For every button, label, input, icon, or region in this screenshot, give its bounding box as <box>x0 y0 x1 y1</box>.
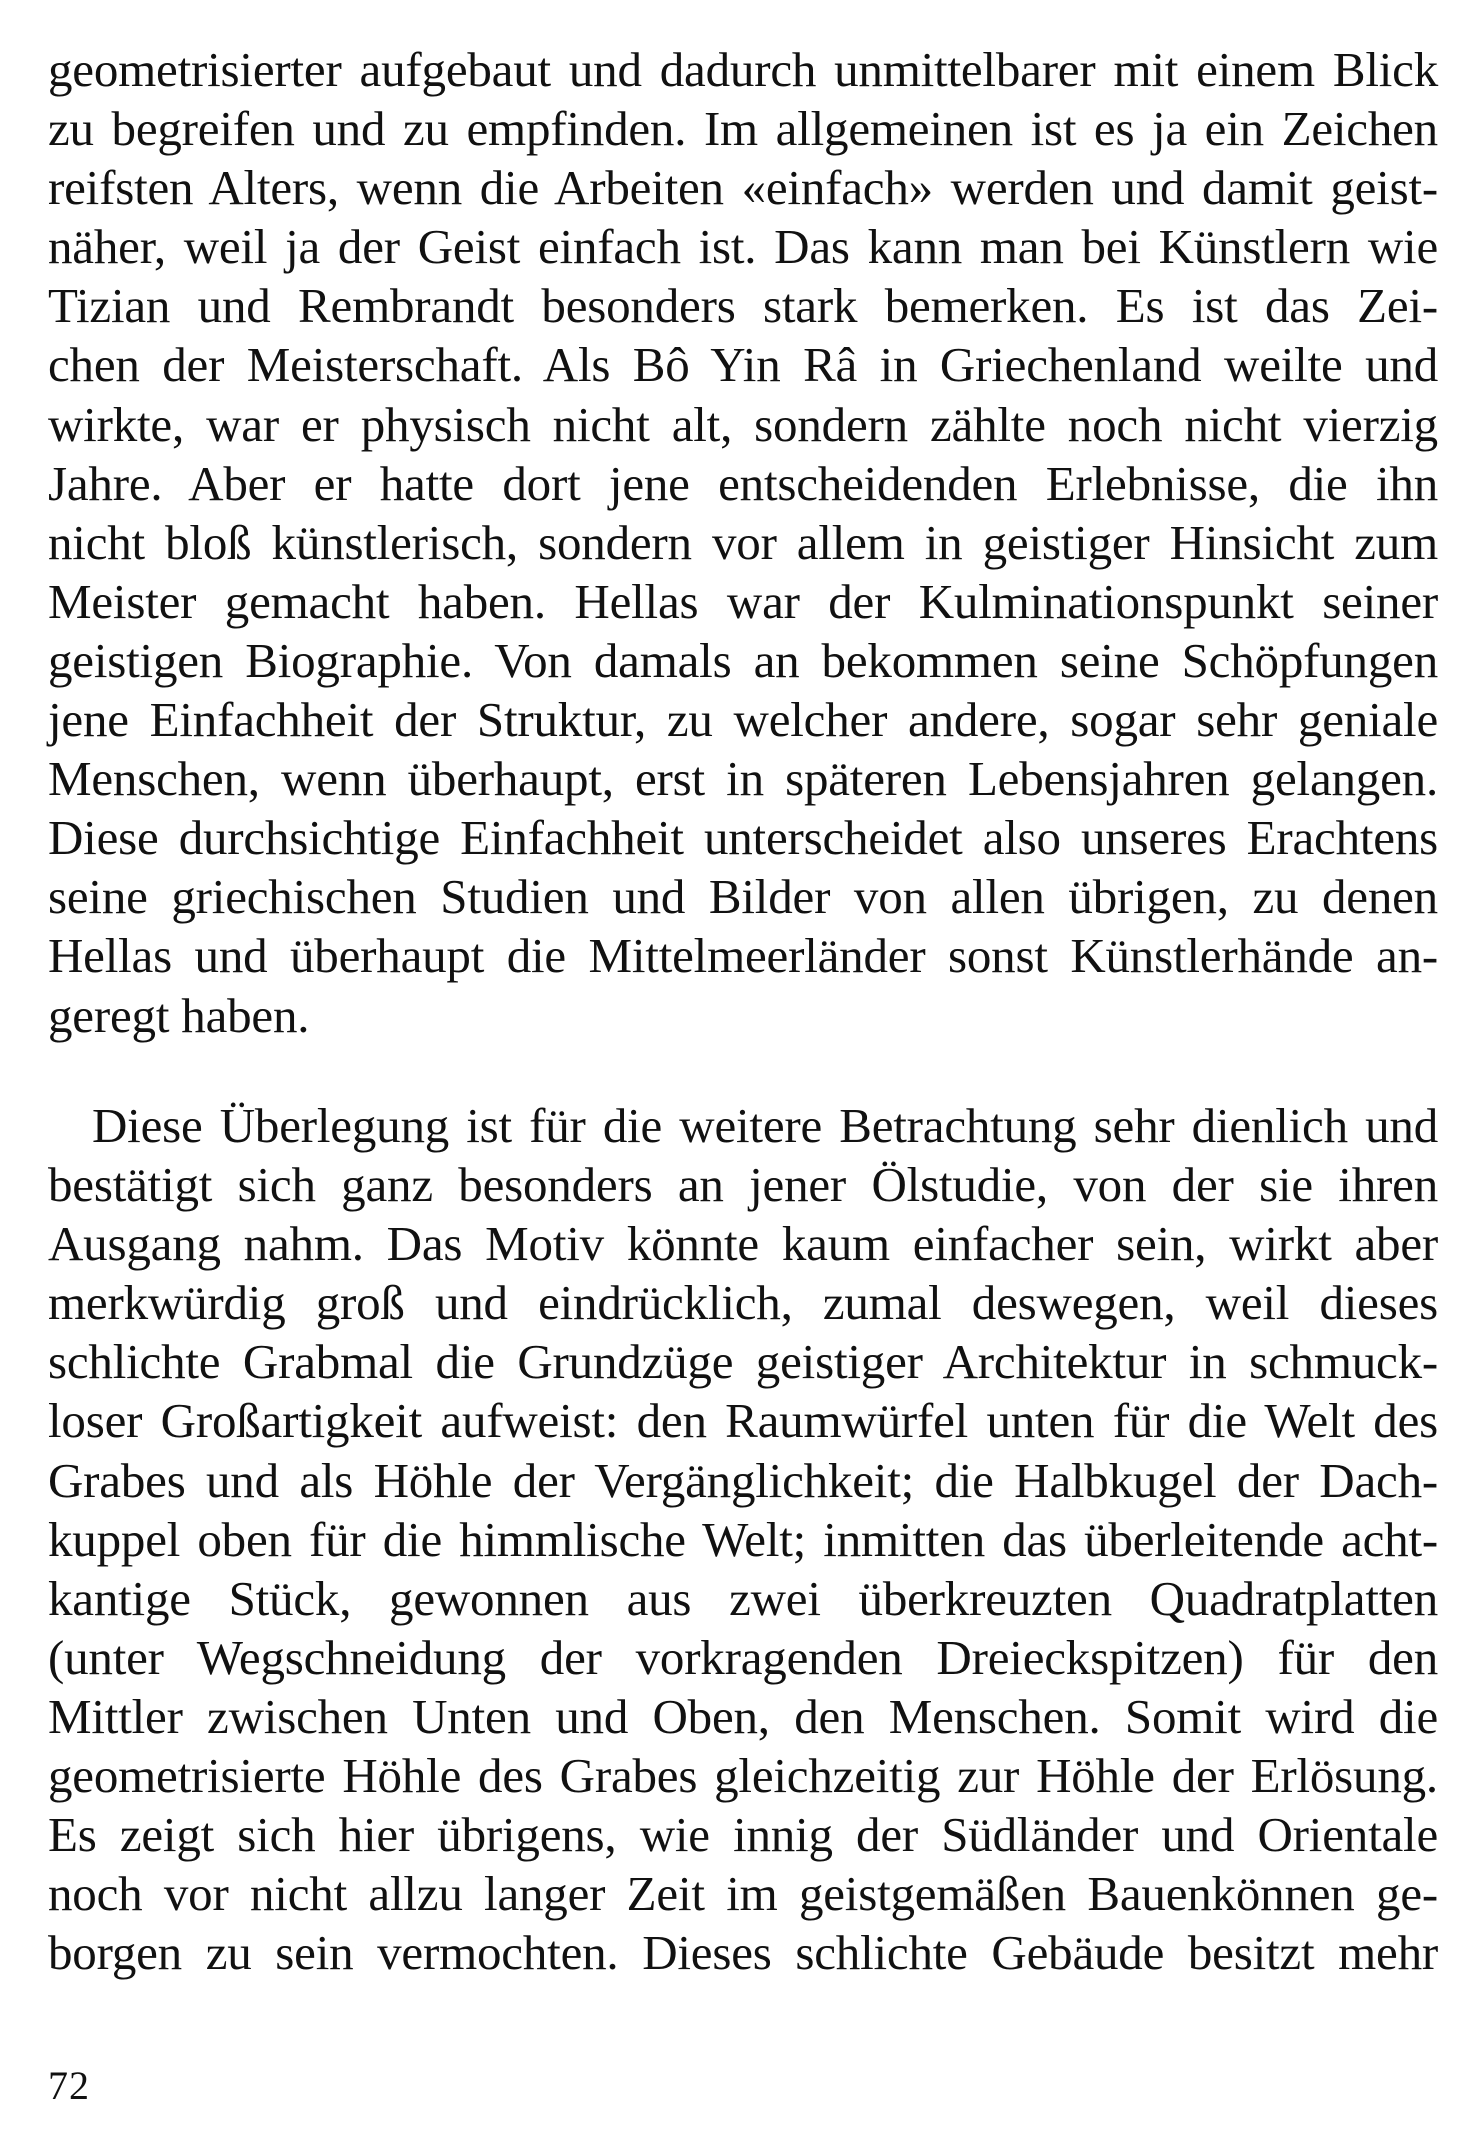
text-line: Tizian und Rembrandt besonders stark bemerken. Es ist das Zei- <box>48 278 1438 334</box>
text-line: loser Großartigkeit aufweist: den Raumwürfel unten für die Welt des <box>48 1393 1438 1449</box>
paragraph-2 <box>48 1096 1438 1982</box>
text-line: borgen zu sein vermochten. Dieses schlichte Gebäude besitzt mehr <box>48 1925 1438 1981</box>
text-line: kuppel oben für die himmlische Welt; inmitten das überleitende acht- <box>48 1511 1438 1567</box>
text-line: Meister gemacht haben. Hellas war der Kulminationspunkt seiner <box>48 573 1438 629</box>
text-line: geometrisierte Höhle des Grabes gleichzeitig zur Höhle der Erlösung. <box>48 1748 1438 1804</box>
text-line: nicht bloß künstlerisch, sondern vor allem in geistiger Hinsicht zum <box>48 514 1438 570</box>
text-line: seine griechischen Studien und Bilder von allen übrigen, zu denen <box>48 869 1438 925</box>
text-line: kantige Stück, gewonnen aus zwei überkreuzten Quadratplatten <box>48 1570 1438 1626</box>
text-line: schlichte Grabmal die Grundzüge geistiger Architektur in schmuck- <box>48 1334 1438 1390</box>
page-number: 72 <box>48 2063 90 2108</box>
text-line: jene Einfachheit der Struktur, zu welcher andere, sogar sehr geniale <box>48 692 1438 748</box>
text-line: Diese durchsichtige Einfachheit unterscheidet also unseres Erachtens <box>48 810 1438 866</box>
text-line: bestätigt sich ganz besonders an jener Ölstudie, von der sie ihren <box>48 1157 1438 1213</box>
text-line: Diese Überlegung ist für die weitere Betrachtung sehr dienlich und <box>92 1098 1438 1153</box>
text-line: reifsten Alters, wenn die Arbeiten «einfach» werden und damit geist- <box>48 160 1438 216</box>
text-line: Mittler zwischen Unten und Oben, den Menschen. Somit wird die <box>48 1688 1438 1744</box>
text-line: Ausgang nahm. Das Motiv könnte kaum einfacher sein, wirkt aber <box>48 1216 1438 1272</box>
paragraph-1 <box>48 40 1438 1045</box>
text-line: chen der Meisterschaft. Als Bô Yin Râ in Griechenland weilte und <box>48 337 1438 393</box>
text-line: Jahre. Aber er hatte dort jene entscheidenden Erlebnisse, die ihn <box>48 455 1438 511</box>
text-line: Grabes und als Höhle der Vergänglichkeit; die Halbkugel der Dach- <box>48 1452 1438 1508</box>
text-line: wirkte, war er physisch nicht alt, sondern zählte noch nicht vierzig <box>48 396 1438 452</box>
text-line: näher, weil ja der Geist einfach ist. Das kann man bei Künstlern wie <box>48 219 1438 275</box>
text-line: geregt haben. <box>48 987 310 1043</box>
text-line: geistigen Biographie. Von damals an bekommen seine Schöpfungen <box>48 632 1438 688</box>
text-line: noch vor nicht allzu langer Zeit im geistgemäßen Bauenkönnen ge- <box>48 1866 1438 1922</box>
text-line: (unter Wegschneidung der vorkragenden Dreieckspitzen) für den <box>48 1629 1438 1685</box>
text-line: geometrisierter aufgebaut und dadurch unmittelbarer mit einem Blick <box>48 42 1438 97</box>
text-line: Hellas und überhaupt die Mittelmeerländer sonst Künstlerhände an- <box>48 928 1438 984</box>
text-line: merkwürdig groß und eindrücklich, zumal deswegen, weil dieses <box>48 1275 1438 1331</box>
text-line: Menschen, wenn überhaupt, erst in späteren Lebensjahren gelangen. <box>48 751 1438 807</box>
text-line: zu begreifen und zu empfinden. Im allgemeinen ist es ja ein Zeichen <box>48 101 1438 157</box>
text-line: Es zeigt sich hier übrigens, wie innig der Südländer und Orientale <box>48 1807 1438 1863</box>
